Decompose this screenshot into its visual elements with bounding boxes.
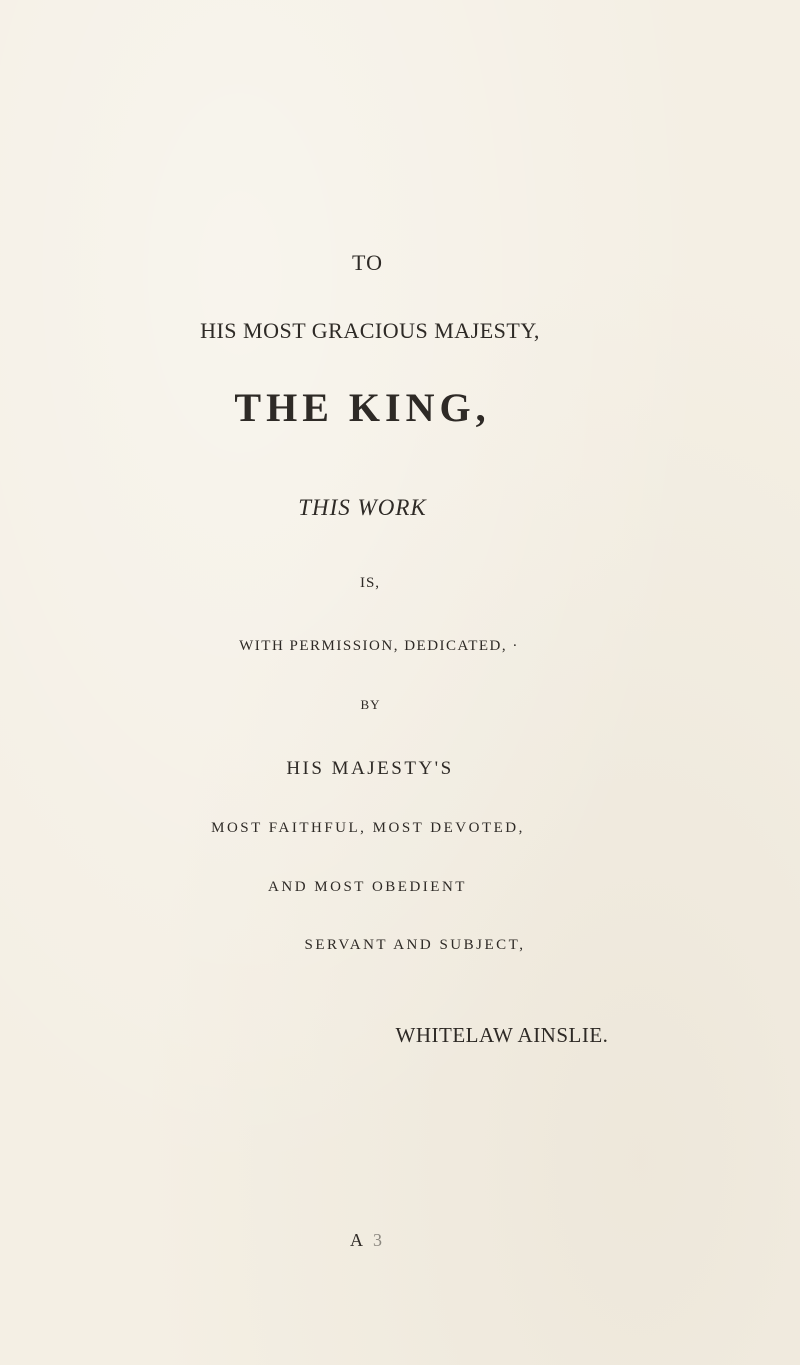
dedication-king: THE KING, xyxy=(234,385,491,430)
dedication-this-work: THIS WORK xyxy=(298,495,427,520)
dedication-faithful: MOST FAITHFUL, MOST DEVOTED, xyxy=(211,820,525,836)
dedication-permission: WITH PERMISSION, DEDICATED, · xyxy=(239,638,519,654)
dedication-obedient: AND MOST OBEDIENT xyxy=(268,879,467,895)
dedication-is: IS, xyxy=(359,575,381,591)
dedication-to: TO xyxy=(352,250,383,275)
dedication-author: WHITELAW AINSLIE. xyxy=(395,1023,609,1047)
dedication-by: BY xyxy=(360,697,381,712)
signature-mark xyxy=(0,1230,742,1251)
dedication-majestys: HIS MAJESTY'S xyxy=(286,758,454,779)
signature-number: 3 xyxy=(373,1230,392,1250)
dedication-recipient: HIS MOST GRACIOUS MAJESTY, xyxy=(200,318,540,343)
signature-letter: A xyxy=(350,1230,373,1250)
dedication-servant: SERVANT AND SUBJECT, xyxy=(304,937,526,953)
